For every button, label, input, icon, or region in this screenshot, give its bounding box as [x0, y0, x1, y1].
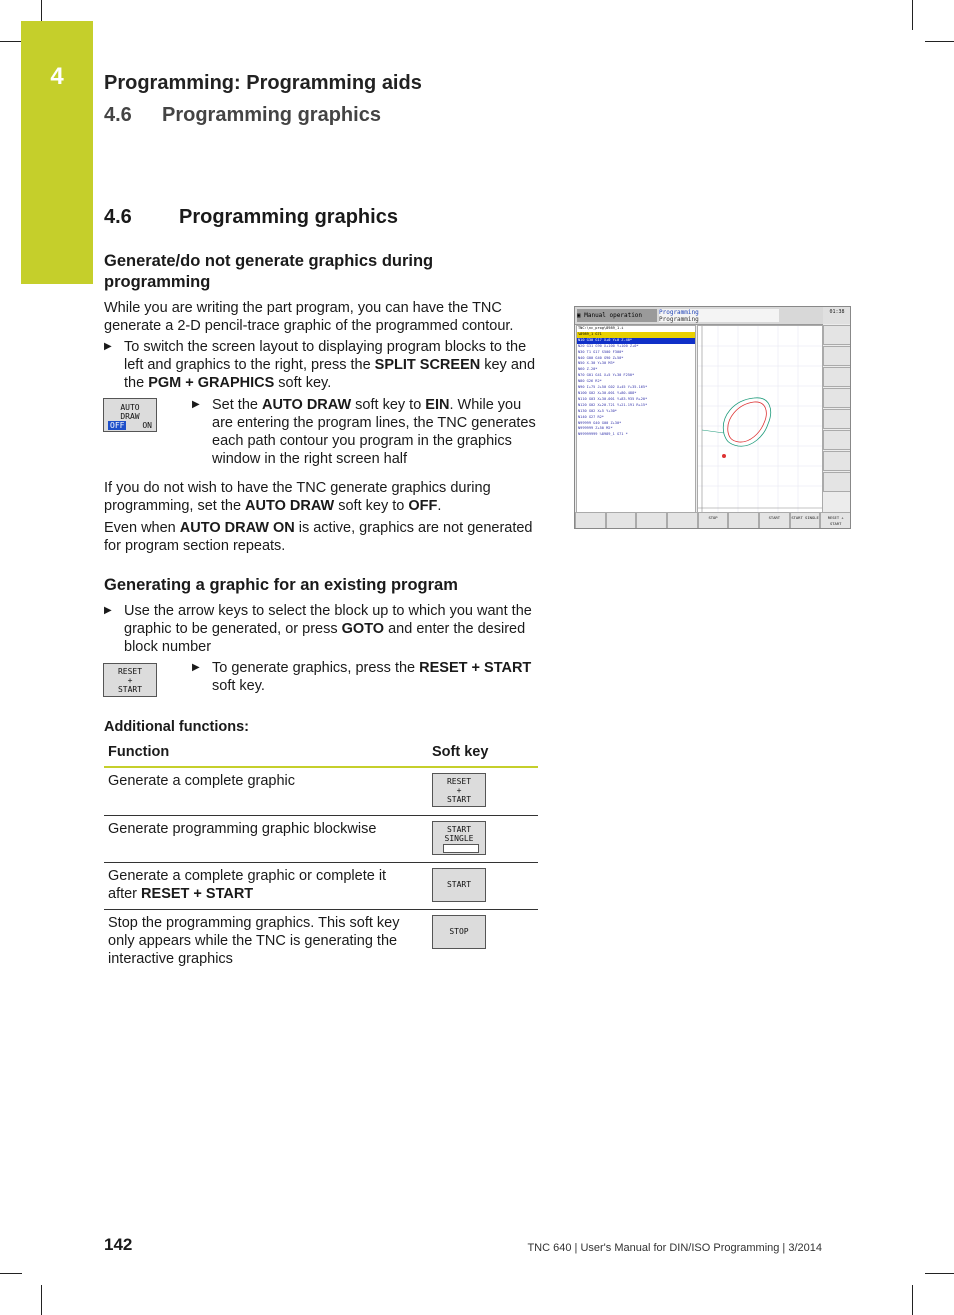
screen-softkey: START SINGLE [790, 512, 821, 529]
program-line: N100 G02 X+30.001 Y+80.488* [578, 390, 637, 395]
program-line: N20 G31 G90 X+100 Y+100 Z+0* [578, 343, 639, 348]
screen-softkey: RESET + START [820, 512, 851, 529]
start-softkey: START [432, 868, 486, 902]
programming-tab: Programming Programming [659, 309, 779, 322]
program-listing [576, 325, 696, 513]
instruction-bullet: ▶ Use the arrow keys to select the block up to which you want the graphic to be generated, or press GOTO and enter the desired block number [104, 603, 532, 655]
paragraph: Even when AUTO DRAW ON is active, graphics are not generated for program section repeats. [104, 520, 533, 554]
screen-softkey [728, 512, 759, 529]
chapter-tab [21, 21, 93, 284]
paragraph: If you do not wish to have the TNC generate graphics during programming, set the AUTO DRAW soft key to OFF. [104, 480, 491, 514]
program-line: N140 G27 R2* [578, 414, 604, 419]
crop-mark [0, 1273, 22, 1274]
vertical-softkey-bar [823, 325, 851, 511]
program-line: N120 G02 X+20.721 Y+21.191 R+15* [578, 402, 648, 407]
program-line: N90 I+75 J+50 G02 X+45 Y+35.165* [578, 385, 648, 390]
program-line: N70 G01 G41 X+5 Y+30 F250* [578, 373, 635, 378]
program-line: N30 T1 G17 S500 F300* [578, 349, 624, 354]
subsection-heading: Generate/do not generate graphics during programming [104, 252, 434, 291]
bullet-triangle-icon: ▶ [192, 662, 200, 673]
program-line: N50 X-30 Y+30 M3* [578, 361, 615, 366]
progress-bar-icon [443, 844, 479, 853]
crop-mark [925, 41, 954, 42]
contour-graphic [698, 326, 822, 512]
crop-mark [912, 0, 913, 30]
tnc-screen-screenshot [574, 306, 851, 529]
start-single-softkey: START SINGLE [432, 821, 486, 855]
screen-softkey [606, 512, 637, 529]
instruction-bullet: ▶ To generate graphics, press the RESET + START soft key. [192, 660, 532, 694]
bullet-triangle-icon: ▶ [104, 341, 112, 352]
crop-mark [41, 1285, 42, 1315]
screen-softkey [667, 512, 698, 529]
functions-table [104, 742, 538, 969]
program-line: N60 Z-20* [578, 367, 598, 372]
crop-mark [0, 41, 22, 42]
instruction-bullet: ▶ Set the AUTO DRAW soft key to EIN. While you are entering the program lines, the TNC generates each path contour you program in the graphics window in the right screen half [192, 397, 536, 467]
screen-softkey: START [759, 512, 790, 529]
program-line: N40 G00 G40 G90 Z+50* [578, 355, 624, 360]
table-row: Generate programming graphic blockwise START SINGLE [104, 815, 538, 862]
crop-mark [912, 1285, 913, 1315]
program-line: %8989_1 G71 [577, 332, 695, 338]
bullet-triangle-icon: ▶ [104, 605, 112, 616]
reset-start-softkey: RESET + START [103, 663, 157, 697]
screen-softkey [575, 512, 606, 529]
stop-softkey: STOP [432, 915, 486, 949]
program-line: TNC:\nc_prog\8989_1.i [578, 326, 624, 330]
screen-clock: 01:38 [823, 307, 851, 324]
program-line: N10 G30 G17 X+0 Y+0 Z-40* [577, 338, 695, 344]
program-line: N999999 Z+50 M2* [578, 426, 613, 431]
auto-draw-softkey: AUTO DRAW OFF ON [103, 398, 157, 432]
screen-softkey: STOP [698, 512, 729, 529]
screen-softkey [636, 512, 667, 529]
horizontal-softkey-bar [575, 512, 851, 529]
additional-functions-title: Additional functions: [104, 719, 249, 735]
program-line: N99999 G40 G00 Z+30* [578, 420, 622, 425]
manual-operation-tab: ▣ Manual operation [577, 309, 657, 322]
screen-mode-bar [575, 307, 823, 325]
section-heading: 4.6 Programming graphics [104, 206, 398, 228]
crop-mark [41, 0, 42, 22]
running-header-chapter: Programming: Programming aids [104, 72, 422, 94]
chapter-number: 4 [50, 63, 64, 90]
instruction-bullet: ▶ To switch the screen layout to displaying program blocks to the left and graphics to the right, press the SPLIT SCREEN key and the PGM + GRAPHICS soft key. [104, 339, 536, 391]
program-line: N130 G02 X+5 Y+30* [578, 408, 617, 413]
crop-mark [925, 1273, 954, 1274]
table-row: Stop the programming graphics. This soft key only appears while the TNC is generating the interactive graphics STOP [104, 909, 538, 969]
page-number: 142 [104, 1235, 133, 1254]
paragraph: While you are writing the part program, you can have the TNC generate a 2-D pencil-trace graphic of the programmed contour. [104, 300, 514, 334]
reset-start-softkey: RESET + START [432, 773, 486, 807]
running-header-section: 4.6 Programming graphics [104, 104, 381, 126]
program-line: N110 G03 X+30.001 Y+83.935 R+20* [578, 396, 648, 401]
program-line: N80 G26 R2* [578, 379, 602, 384]
table-row: Generate a complete graphic or complete it after RESET + START START [104, 862, 538, 909]
subsection-heading: Generating a graphic for an existing program [104, 576, 458, 594]
footer-text: TNC 640 | User's Manual for DIN/ISO Programming | 3/2014 [527, 1242, 822, 1254]
table-row: Generate a complete graphic RESET + START [104, 768, 538, 815]
program-line: N99999999 %8989_1 G71 * [578, 432, 628, 437]
graphics-window [697, 325, 823, 513]
bullet-triangle-icon: ▶ [192, 399, 200, 410]
table-header: Function Soft key [104, 742, 538, 768]
